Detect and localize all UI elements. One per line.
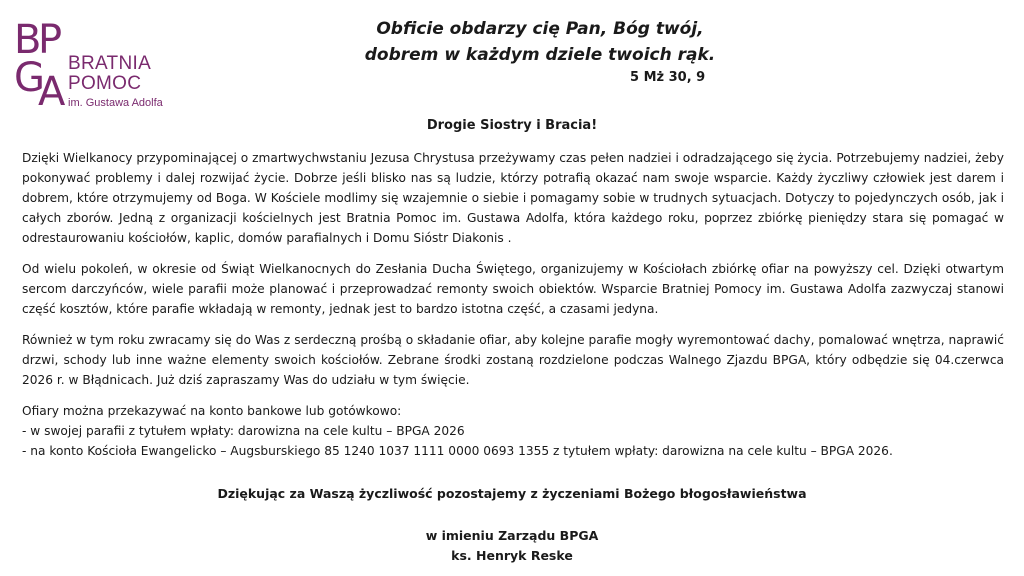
paragraph-1: Dzięki Wielkanocy przypominającej o zmartwychwstaniu Jezusa Chrystusa przeżywamy czas pełen nadziei i odradzającego się życia. Potrzebujemy nadziei, żeby pokonywać problemy i dalej rozwijać życie. Dobrze jeśli blisko nas są ludzie, którzy potrafią okazać nam swoje wsparcie. Każdy życzliwy człowiek jest darem i dobrem, które otrzymujemy od Boga. W Kościele modlimy się wzajemnie o siebie i pomagamy sobie w trudnych sytuacjach. Dotyczy to pojedynczych osób, jak i całych zborów. Jedną z organizacji kościelnych jest Bratnia Pomoc im. Gustawa Adolfa, która każdego roku, poprzez zbiórkę pieniędzy stara się pomagać w odrestaurowaniu kościołów, kaplic, domów parafialnych i Domu Sióstr Diakonis . (22, 151, 1004, 245)
donation-item-parish: - w swojej parafii z tytułem wpłaty: darowizna na cele kultu – BPGA 2026 (22, 424, 465, 438)
logo-letter-a: A (38, 69, 64, 115)
paragraph-2: Od wielu pokoleń, w okresie od Świąt Wielkanocnych do Zesłania Ducha Świętego, organizujemy w Kościołach zbiórkę ofiar na powyższy cel. Dzięki otwartym sercom darczyńców, wiele parafii może planować i przeprowadzać remonty swoich obiektów. Wsparcie Bratniej Pomocy im. Gustawa Adolfa zazwyczaj stanowi część kosztów, które parafie wkładają w remonty, jednak jest to bardzo istotna część, a czasami jedyna. (22, 262, 1004, 316)
logo-letter-g: G (14, 55, 43, 101)
bpga-logo (12, 18, 182, 118)
closing-line: Dziękując za Waszą życzliwość pozostajemy z życzeniami Bożego błogosławieństwa (217, 486, 807, 501)
logo-wordmark (68, 54, 163, 110)
logo-line-bratnia: BRATNIA (68, 53, 152, 74)
letter-body (22, 148, 1004, 461)
donation-item-bank: - na konto Kościoła Ewangelicko – Augsburskiego 85 1240 1037 1111 0000 0693 1355 z tytułem wpłaty: darowizna na cele kultu – BPGA 2026. (22, 444, 893, 458)
greeting: Drogie Siostry i Bracia! (426, 118, 598, 133)
donation-intro: Ofiary można przekazywać na konto bankowe lub gotówkowo: (22, 404, 402, 418)
logo-letter-b: B (14, 17, 40, 63)
logo-line-pomoc: POMOC (68, 73, 142, 94)
signature-name: ks. Henryk Reske (451, 548, 573, 563)
signature-board: w imieniu Zarządu BPGA (425, 528, 599, 543)
motto-line-1: Obficie obdarzy cię Pan, Bóg twój, (376, 19, 704, 39)
donation-info (22, 401, 1004, 461)
paragraph-3: Również w tym roku zwracamy się do Was z serdeczną prośbą o składanie ofiar, aby kolejne parafie mogły wyremontować dachy, pomalować wnętrza, naprawić drzwi, schody lub inne ważne elementy swoich kościołów. Zebrane środki zostaną rozdzielone podczas Walnego Zjazdu BPGA, który odbędzie się 04.czerwca 2026 r. w Błądnicach. Już dziś zapraszamy Was do udziału w tym święcie. (22, 333, 1004, 387)
logo-line-patron: im. Gustawa Adolfa (68, 97, 163, 109)
motto-reference: 5 Mż 30, 9 (630, 70, 706, 85)
motto-line-2: dobrem w każdym dziele twoich rąk. (364, 45, 716, 65)
logo-letter-p: P (38, 17, 61, 63)
bible-motto (330, 16, 750, 68)
